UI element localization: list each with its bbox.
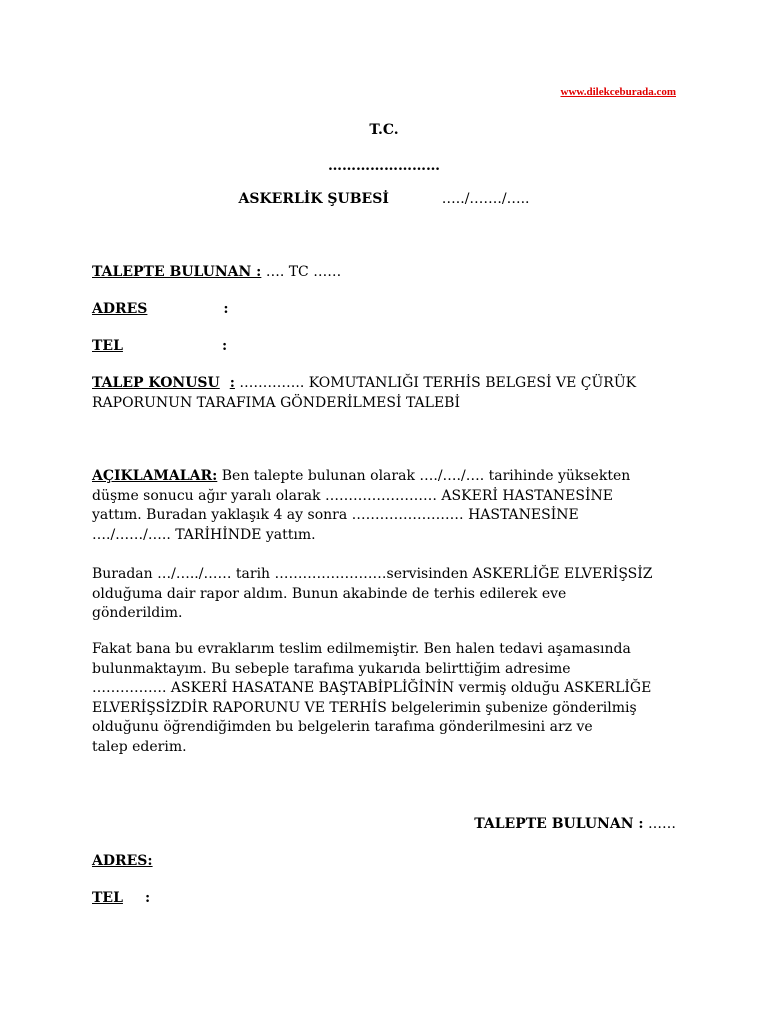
tc-heading: T.C. [369, 122, 399, 138]
explanation-p2-line-3: gönderildim. [92, 605, 183, 621]
explanation-p1-line-1: Ben talepte bulunan olarak …./…./…. tarihinde yüksekten [221, 468, 631, 484]
subject-text-1: ………….. KOMUTANLIĞI TERHİS BELGESİ VE ÇÜRÜK [239, 375, 637, 391]
explanation-p2-line-2: olduğuma dair rapor aldım. Bunun akabinde de terhis edilerek eve [92, 585, 567, 602]
explanation-p1-line-3: yattım. Buradan yaklaşık 4 ay sonra …………………… HASTANESİNE [92, 507, 579, 523]
footer-phone-colon: : [144, 890, 151, 906]
applicant-label: TALEPTE BULUNAN : [92, 264, 262, 280]
city-placeholder: …………………… [328, 158, 440, 174]
signature-value: …… [648, 816, 676, 832]
applicant-line [92, 264, 341, 280]
subject-text-2: RAPORUNUN TARAFIMA GÖNDERİLMESİ TALEBİ [92, 395, 460, 411]
address-colon: : [223, 301, 229, 317]
applicant-value: …. TC …… [265, 264, 342, 280]
signature-label: TALEPTE BULUNAN : [474, 816, 644, 832]
website-link[interactable]: www.dilekceburada.com [560, 86, 676, 98]
explanation-p3-line-5: olduğunu öğrendiğimden bu belgelerin tarafıma gönderilmesini arz ve [92, 719, 593, 735]
signature-line [474, 816, 676, 832]
explanation-p3-line-6: talep ederim. [92, 738, 187, 755]
explanation-p3-line-4: ELVERİŞSİZDİR RAPORUNU VE TERHİS belgelerimin şubenize gönderilmiş [92, 699, 637, 716]
phone-label: TEL [92, 338, 123, 354]
explanation-p3-line-2: bulunmaktayım. Bu sebeple tarafıma yukarıda belirttiğim adresime [92, 660, 571, 677]
phone-line [92, 338, 227, 354]
office-name: ASKERLİK ŞUBESİ [238, 191, 389, 207]
explanation-p1-line-4: …./……/….. TARİHİNDE yattım. [92, 526, 316, 543]
footer-address-label: ADRES: [92, 853, 153, 869]
subject-label: TALEP KONUSU : [92, 375, 235, 391]
office-line [0, 191, 768, 207]
explanation-label: AÇIKLAMALAR: [92, 468, 218, 484]
explanation-paragraph-1 [92, 467, 676, 545]
explanation-p3-line-3: ……………. ASKERİ HASATANE BAŞTABİPLİĞİNİN vermiş olduğu ASKERLİĞE [92, 680, 652, 696]
subject-line-1 [92, 375, 636, 391]
footer-phone-label: TEL [92, 890, 123, 906]
explanation-p2-line-1: Buradan …/…../…… tarih ……………………servisinden ASKERLİĞE ELVERİŞSİZ [92, 566, 653, 582]
footer-phone-line [92, 890, 150, 906]
phone-colon: : [221, 338, 228, 354]
header-date: …../……./….. [441, 191, 530, 207]
explanation-paragraph-3 [92, 640, 676, 757]
address-line [92, 301, 229, 317]
explanation-p1-line-2: düşme sonucu ağır yaralı olarak …………………… ASKERİ HASTANESİNE [92, 487, 613, 504]
explanation-p3-line-1: Fakat bana bu evraklarım teslim edilmemiştir. Ben halen tedavi aşamasında [92, 641, 631, 657]
explanation-paragraph-2 [92, 565, 676, 624]
address-label: ADRES [92, 301, 148, 317]
